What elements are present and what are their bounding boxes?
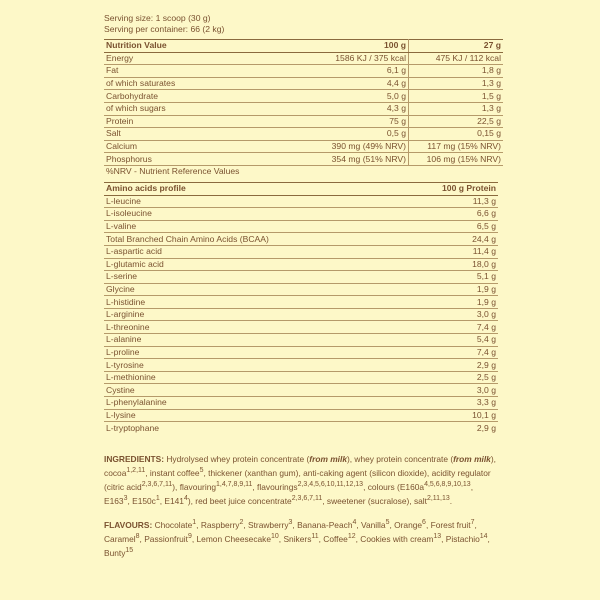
amino-row [104, 321, 498, 334]
flavour-item [446, 534, 488, 544]
nutrient-name: Protein [104, 115, 308, 128]
amino-acid-value: 6,6 g [408, 208, 498, 221]
footnote-ref: 3 [123, 495, 128, 503]
amino-acid-value: 18,0 g [408, 258, 498, 271]
amino-row [104, 245, 498, 258]
footnote-ref: 1,2,11 [126, 467, 146, 475]
amino-row [104, 346, 498, 359]
flavour-name: Snikers [283, 533, 312, 544]
flavour-name: Forest fruit [430, 519, 471, 530]
flavour-name: Bunty [104, 547, 126, 558]
amino-row [104, 359, 498, 372]
value-per-100g: 0,5 g [308, 128, 409, 141]
amino-acid-name: L-alanine [104, 334, 408, 347]
amino-acid-value: 11,3 g [408, 195, 498, 208]
ingredients-text: , E141 [159, 495, 184, 506]
value-per-100g: 4,4 g [308, 77, 409, 90]
flavour-name: Lemon Cheesecake [196, 533, 272, 544]
footnote-ref: 2,3,6,7,11 [141, 481, 173, 489]
flavour-footnote: 14 [479, 533, 488, 541]
flavour-footnote: 9 [187, 533, 192, 541]
flavour-item [197, 534, 279, 544]
value-per-100g: 390 mg (49% NRV) [308, 140, 409, 153]
flavour-name: Passionfruit [144, 533, 188, 544]
nutrition-row [104, 65, 503, 78]
amino-acid-name: Cystine [104, 384, 408, 397]
value-per-100g: 6,1 g [308, 65, 409, 78]
ingredients-text: , instant coffee [145, 467, 200, 478]
footnote-ref: 4 [183, 495, 188, 503]
amino-acid-value: 2,9 g [408, 359, 498, 372]
footnote-ref: 1,4,7,8,9,11 [216, 481, 253, 489]
value-per-100g: 75 g [308, 115, 409, 128]
flavour-footnote: 10 [271, 533, 279, 541]
footnote-ref: 2,11,13 [426, 495, 450, 503]
amino-acid-name: L-glutamic acid [104, 258, 408, 271]
flavour-item [360, 534, 441, 544]
flavour-footnote: 4 [352, 519, 357, 527]
footnote-ref: 2,3,4,5,6,10,11,12,13 [297, 481, 364, 489]
footnote-ref: 4,5,6,8,9,10,13 [424, 481, 471, 489]
ingredients-text: , E163 [104, 481, 474, 506]
flavours-block [104, 517, 498, 559]
amino-acid-value: 1,9 g [408, 296, 498, 309]
flavour-footnote: 3 [288, 519, 293, 527]
amino-header-row [104, 182, 498, 195]
ingredients-text: , flavourings [252, 481, 298, 492]
flavour-name: Orange [394, 519, 423, 530]
amino-acid-name: L-methionine [104, 371, 408, 384]
amino-acid-value: 11,4 g [408, 245, 498, 258]
amino-row [104, 233, 498, 246]
amino-acids-table [104, 182, 498, 434]
flavour-footnote: 15 [125, 547, 134, 555]
amino-acid-name: L-serine [104, 271, 408, 284]
nutrient-name: Energy [104, 52, 308, 65]
flavour-item [201, 520, 244, 530]
nrv-note-row [104, 165, 503, 177]
flavour-item [431, 520, 475, 530]
flavour-footnote: 11 [311, 533, 319, 541]
nutrition-header-name: Nutrition Value [104, 40, 308, 53]
serving-info [104, 13, 498, 35]
ingredients-text: , thickener (xanthan gum), anti-caking agent (silicon dioxide), acidity regulator (citric acid [104, 467, 491, 492]
nutrition-row [104, 153, 503, 166]
flavour-name: Raspberry [200, 519, 240, 530]
nutrient-name: Salt [104, 128, 308, 141]
nutrient-name: Carbohydrate [104, 90, 308, 103]
amino-acid-name: L-tryptophane [106, 422, 160, 433]
value-per-100g: 5,0 g [308, 90, 409, 103]
flavour-name: Vanilla [361, 519, 386, 530]
nutrition-header-row [104, 40, 503, 53]
amino-header-value: 100 g Protein [408, 182, 498, 195]
amino-row [104, 296, 498, 309]
amino-row [104, 371, 498, 384]
amino-acid-name: L-leucine [104, 195, 408, 208]
value-per-serving: 1,3 g [409, 77, 504, 90]
flavour-item [297, 520, 356, 530]
amino-acid-value: 7,4 g [408, 346, 498, 359]
value-per-100g: 4,3 g [308, 102, 409, 115]
footnote-ref: 1 [155, 495, 160, 503]
amino-row [104, 308, 498, 321]
amino-acid-value: 3,0 g [408, 308, 498, 321]
label-panel [104, 13, 501, 559]
value-per-100g: 354 mg (51% NRV) [308, 153, 409, 166]
value-per-serving: 0,15 g [409, 128, 504, 141]
flavour-item [104, 534, 140, 544]
amino-acid-value: 1,9 g [408, 283, 498, 296]
ingredients-text: ), red beet juice concentrate [187, 495, 292, 506]
ingredients-text: ), flavouring [172, 481, 217, 492]
flavour-name: Coffee [323, 533, 348, 544]
nutrient-name: of which saturates [104, 77, 308, 90]
nutrient-name: Calcium [104, 140, 308, 153]
amino-row [104, 384, 498, 397]
flavour-item [144, 534, 192, 544]
amino-acid-value: 5,1 g [408, 271, 498, 284]
value-per-serving: 106 mg (15% NRV) [409, 153, 504, 166]
nutrient-name: of which sugars [104, 102, 308, 115]
amino-acid-value: 5,4 g [408, 334, 498, 347]
nutrition-row [104, 140, 503, 153]
ingredients-text: , colours (E160a [363, 481, 425, 492]
ingredients-text: ), cocoa [104, 453, 496, 478]
amino-acid-value: 7,4 g [408, 321, 498, 334]
ingredients-block [104, 454, 498, 507]
flavour-name: Caramel [104, 533, 136, 544]
nutrition-header-100g: 100 g [308, 40, 409, 53]
amino-acid-value: 3,3 g [408, 397, 498, 410]
ingredients-label: INGREDIENTS: [104, 453, 165, 464]
flavour-footnote: 12 [347, 533, 356, 541]
amino-acid-value: 6,5 g [408, 220, 498, 233]
flavour-name: Strawberry [248, 519, 289, 530]
flavour-name: Cookies with cream [360, 533, 434, 544]
flavour-item [104, 548, 133, 558]
flavour-footnote: 13 [433, 533, 442, 541]
nutrition-row [104, 52, 503, 65]
nutrition-table [104, 39, 503, 178]
amino-acid-name: L-proline [104, 346, 408, 359]
nutrition-row [104, 128, 503, 141]
serving-per-container: Serving per container: 66 (2 kg) [104, 24, 225, 34]
amino-acid-name: L-tyrosine [104, 359, 408, 372]
flavour-item [248, 520, 292, 530]
amino-acid-name: L-histidine [104, 296, 408, 309]
amino-row [104, 334, 498, 347]
amino-acid-value: 3,0 g [408, 384, 498, 397]
nutrient-name: Fat [104, 65, 308, 78]
flavour-footnote: 5 [385, 519, 390, 527]
amino-acid-name: L-arginine [104, 308, 408, 321]
ingredients-text: ), whey protein concentrate ( [346, 453, 454, 464]
amino-row [104, 208, 498, 221]
flavour-item [394, 520, 426, 530]
serving-size: Serving size: 1 scoop (30 g) [104, 13, 211, 23]
value-per-serving: 1,8 g [409, 65, 504, 78]
nutrition-row [104, 115, 503, 128]
amino-row [104, 195, 498, 208]
flavour-footnote: 7 [470, 519, 475, 527]
flavour-name: Pistachio [445, 533, 480, 544]
flavour-footnote: 2 [239, 519, 244, 527]
flavour-footnote: 6 [422, 519, 426, 527]
amino-acid-value: 24,4 g [408, 233, 498, 246]
flavour-name: Chocolate [154, 519, 193, 530]
amino-acid-name: Total Branched Chain Amino Acids (BCAA) [104, 233, 408, 246]
allergen-milk: from milk [453, 453, 491, 464]
amino-row [104, 271, 498, 284]
amino-row [104, 220, 498, 233]
amino-acid-name: L-valine [104, 220, 408, 233]
ingredients-text: , sweetener (sucralose), salt [322, 495, 427, 506]
flavour-item [361, 520, 389, 530]
amino-row [104, 283, 498, 296]
value-per-100g: 1586 KJ / 375 kcal [308, 52, 409, 65]
ingredients-text: Hydrolysed whey protein concentrate ( [164, 453, 310, 464]
footnote-ref: 5 [199, 467, 204, 475]
flavours-list: Chocolate$^1$, Raspberry$^2$, Strawberry$^3$, Banana-Peach$^4$, Vanilla$^5$, Orange$^6$, Forest fruit$^7$, Caramel$^8$, Passionfruit$^9$, Lemon Cheesecake$^{10}$, Snikers$^{11}$, Coffee$^{12}$, Cookies with cream$^{13}$, Pistachio$^{14}$, Bunty$^{15}$ [104, 519, 490, 558]
amino-acid-name: L-phenylalanine [104, 397, 408, 410]
amino-row [104, 397, 498, 410]
value-per-serving: 475 KJ / 112 kcal [409, 52, 504, 65]
amino-acid-value: 2,9 g [476, 422, 496, 433]
ingredients-text: , E150c [127, 495, 156, 506]
nrv-note: %NRV - Nutrient Reference Values [106, 166, 240, 177]
value-per-serving: 22,5 g [409, 115, 504, 128]
flavours-label: FLAVOURS: [104, 519, 153, 530]
flavour-footnote: 8 [135, 533, 140, 541]
flavour-item [323, 534, 355, 544]
amino-acid-name: L-lysine [104, 409, 408, 422]
amino-row [104, 258, 498, 271]
flavour-footnote: 1 [192, 519, 197, 527]
flavour-name: Banana-Peach [297, 519, 353, 530]
amino-acid-name: L-threonine [104, 321, 408, 334]
nutrition-row [104, 102, 503, 115]
nutrition-header-serving: 27 g [409, 40, 504, 53]
amino-header-name: Amino acids profile [104, 182, 408, 195]
amino-acid-value: 10,1 g [408, 409, 498, 422]
amino-acid-name: L-isoleucine [104, 208, 408, 221]
footnote-ref: 2,3,6,7,11 [291, 495, 323, 503]
nutrition-row [104, 90, 503, 103]
value-per-serving: 1,3 g [409, 102, 504, 115]
nutrition-row [104, 77, 503, 90]
ingredients-text: . [449, 495, 453, 506]
flavour-item [155, 520, 197, 530]
amino-acid-value: 2,5 g [408, 371, 498, 384]
amino-row [104, 422, 498, 434]
amino-acid-name: L-aspartic acid [104, 245, 408, 258]
value-per-serving: 1,5 g [409, 90, 504, 103]
amino-row [104, 409, 498, 422]
amino-acid-name: Glycine [104, 283, 408, 296]
flavour-item [283, 534, 318, 544]
value-per-serving: 117 mg (15% NRV) [409, 140, 504, 153]
nutrient-name: Phosphorus [104, 153, 308, 166]
allergen-milk: from milk [309, 453, 347, 464]
